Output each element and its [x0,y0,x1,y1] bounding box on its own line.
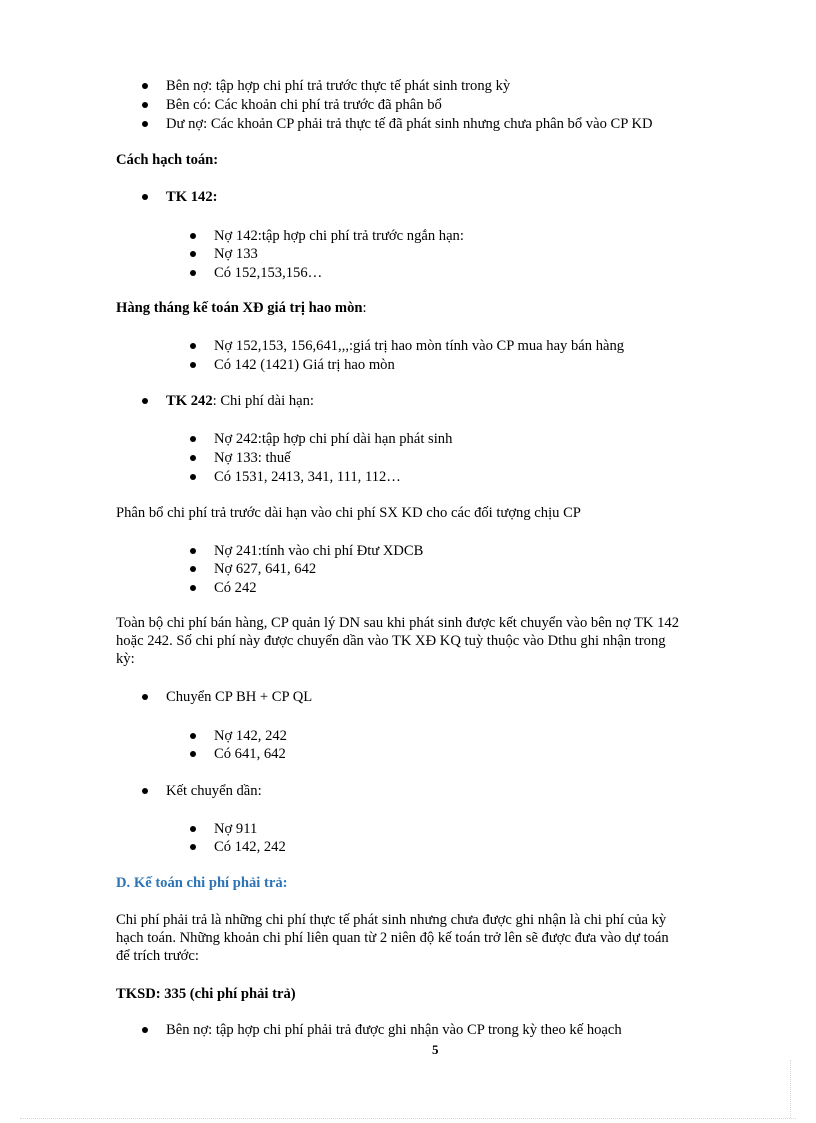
bullet-icon [190,566,196,572]
entry-item: Nợ 142, 242 [214,728,287,744]
entry-item: Có 1531, 2413, 341, 111, 112… [214,469,401,485]
bullet-icon [142,83,148,89]
list-item: Bên nợ: tập hợp chi phí phải trả được ghi nhận vào CP trong kỳ theo kế hoạch [166,1022,622,1038]
bullet-icon [190,733,196,739]
bullet-icon [142,102,148,108]
paragraph-line: kỳ: [116,651,135,667]
label-rest: : Chi phí dài hạn: [212,393,314,409]
entry-item: Nợ 241:tính vào chi phí Đtư XDCB [214,543,424,559]
heading-text: Cách hạch toán: [116,152,219,168]
bullet-icon [190,548,196,554]
bullet-icon [142,1027,148,1033]
entry-item: Có 641, 642 [214,746,286,762]
bullet-icon [190,362,196,368]
page-right-border [790,1060,791,1118]
page-number: 5 [432,1042,439,1057]
paragraph-line: để trích trước: [116,948,199,964]
list-item: Bên có: Các khoản chi phí trả trước đã phân bổ [166,97,442,113]
bullet-icon [142,121,148,127]
heading-text: TKSD: 335 (chi phí phải trả) [116,986,296,1002]
tksd-335-heading [116,985,296,1003]
entry-item: Có 152,153,156… [214,265,323,281]
paragraph-label [116,299,367,317]
bullet-icon [190,826,196,832]
entry-item: Có 242 [214,580,257,596]
bullet-icon [190,844,196,850]
bullet-icon [190,474,196,480]
list-item: Bên nợ: tập hợp chi phí trả trước thực tế phát sinh trong kỳ [166,78,511,94]
section-heading [116,151,218,169]
page-bottom-border [20,1118,796,1119]
bullet-icon [190,251,196,257]
bullet-icon [142,194,148,200]
paragraph-line: hoặc 242. Số chi phí này được chuyển dần vào TK XĐ KQ tuỳ thuộc vào Dthu ghi nhận trong [116,633,666,649]
bullet-icon [190,455,196,461]
bullet-icon [142,788,148,794]
entry-item: Nợ 242:tập hợp chi phí dài hạn phát sinh [214,431,453,447]
entry-item: Có 142 (1421) Giá trị hao mòn [214,357,395,373]
subsection-label [166,392,314,410]
bullet-icon [142,694,148,700]
label-bold: Hàng tháng kế toán XĐ giá trị hao mòn [116,300,363,316]
paragraph: Phân bổ chi phí trả trước dài hạn vào chi phí SX KD cho các đối tượng chịu CP [116,505,581,521]
label-bold: TK 142: [166,189,218,205]
paragraph-line: hạch toán. Những khoản chi phí liên quan từ 2 niên độ kế toán trở lên sẽ được đưa vào dự toán [116,930,669,946]
paragraph-line: Toàn bộ chi phí bán hàng, CP quản lý DN sau khi phát sinh được kết chuyển vào bên nợ TK 142 [116,615,680,631]
subsection-label: Kết chuyển dần: [166,783,262,799]
label-bold: TK 242 [166,393,213,409]
entry-item: Nợ 133: thuế [214,450,291,466]
bullet-icon [190,343,196,349]
entry-item: Có 142, 242 [214,839,286,855]
bullet-icon [190,233,196,239]
entry-item: Nợ 911 [214,821,258,837]
subsection-label [166,188,217,206]
bullet-icon [190,270,196,276]
entry-item: Nợ 152,153, 156,641,,,:giá trị hao mòn tính vào CP mua hay bán hàng [214,338,625,354]
label-rest: : [362,300,367,316]
list-item: Dư nợ: Các khoản CP phải trả thực tế đã phát sinh nhưng chưa phân bổ vào CP KD [166,116,653,132]
bullet-icon [142,398,148,404]
subsection-label: Chuyển CP BH + CP QL [166,689,313,705]
paragraph-line: Chi phí phải trả là những chi phí thực tế phát sinh nhưng chưa được ghi nhận là chi phí của kỳ [116,912,667,928]
bullet-icon [190,751,196,757]
entry-item: Nợ 133 [214,246,258,262]
section-d-heading: D. Kế toán chi phí phải trả: [116,875,288,891]
bullet-icon [190,436,196,442]
entry-item: Nợ 142:tập hợp chi phí trả trước ngắn hạn: [214,228,464,244]
bullet-icon [190,585,196,591]
entry-item: Nợ 627, 641, 642 [214,561,317,577]
